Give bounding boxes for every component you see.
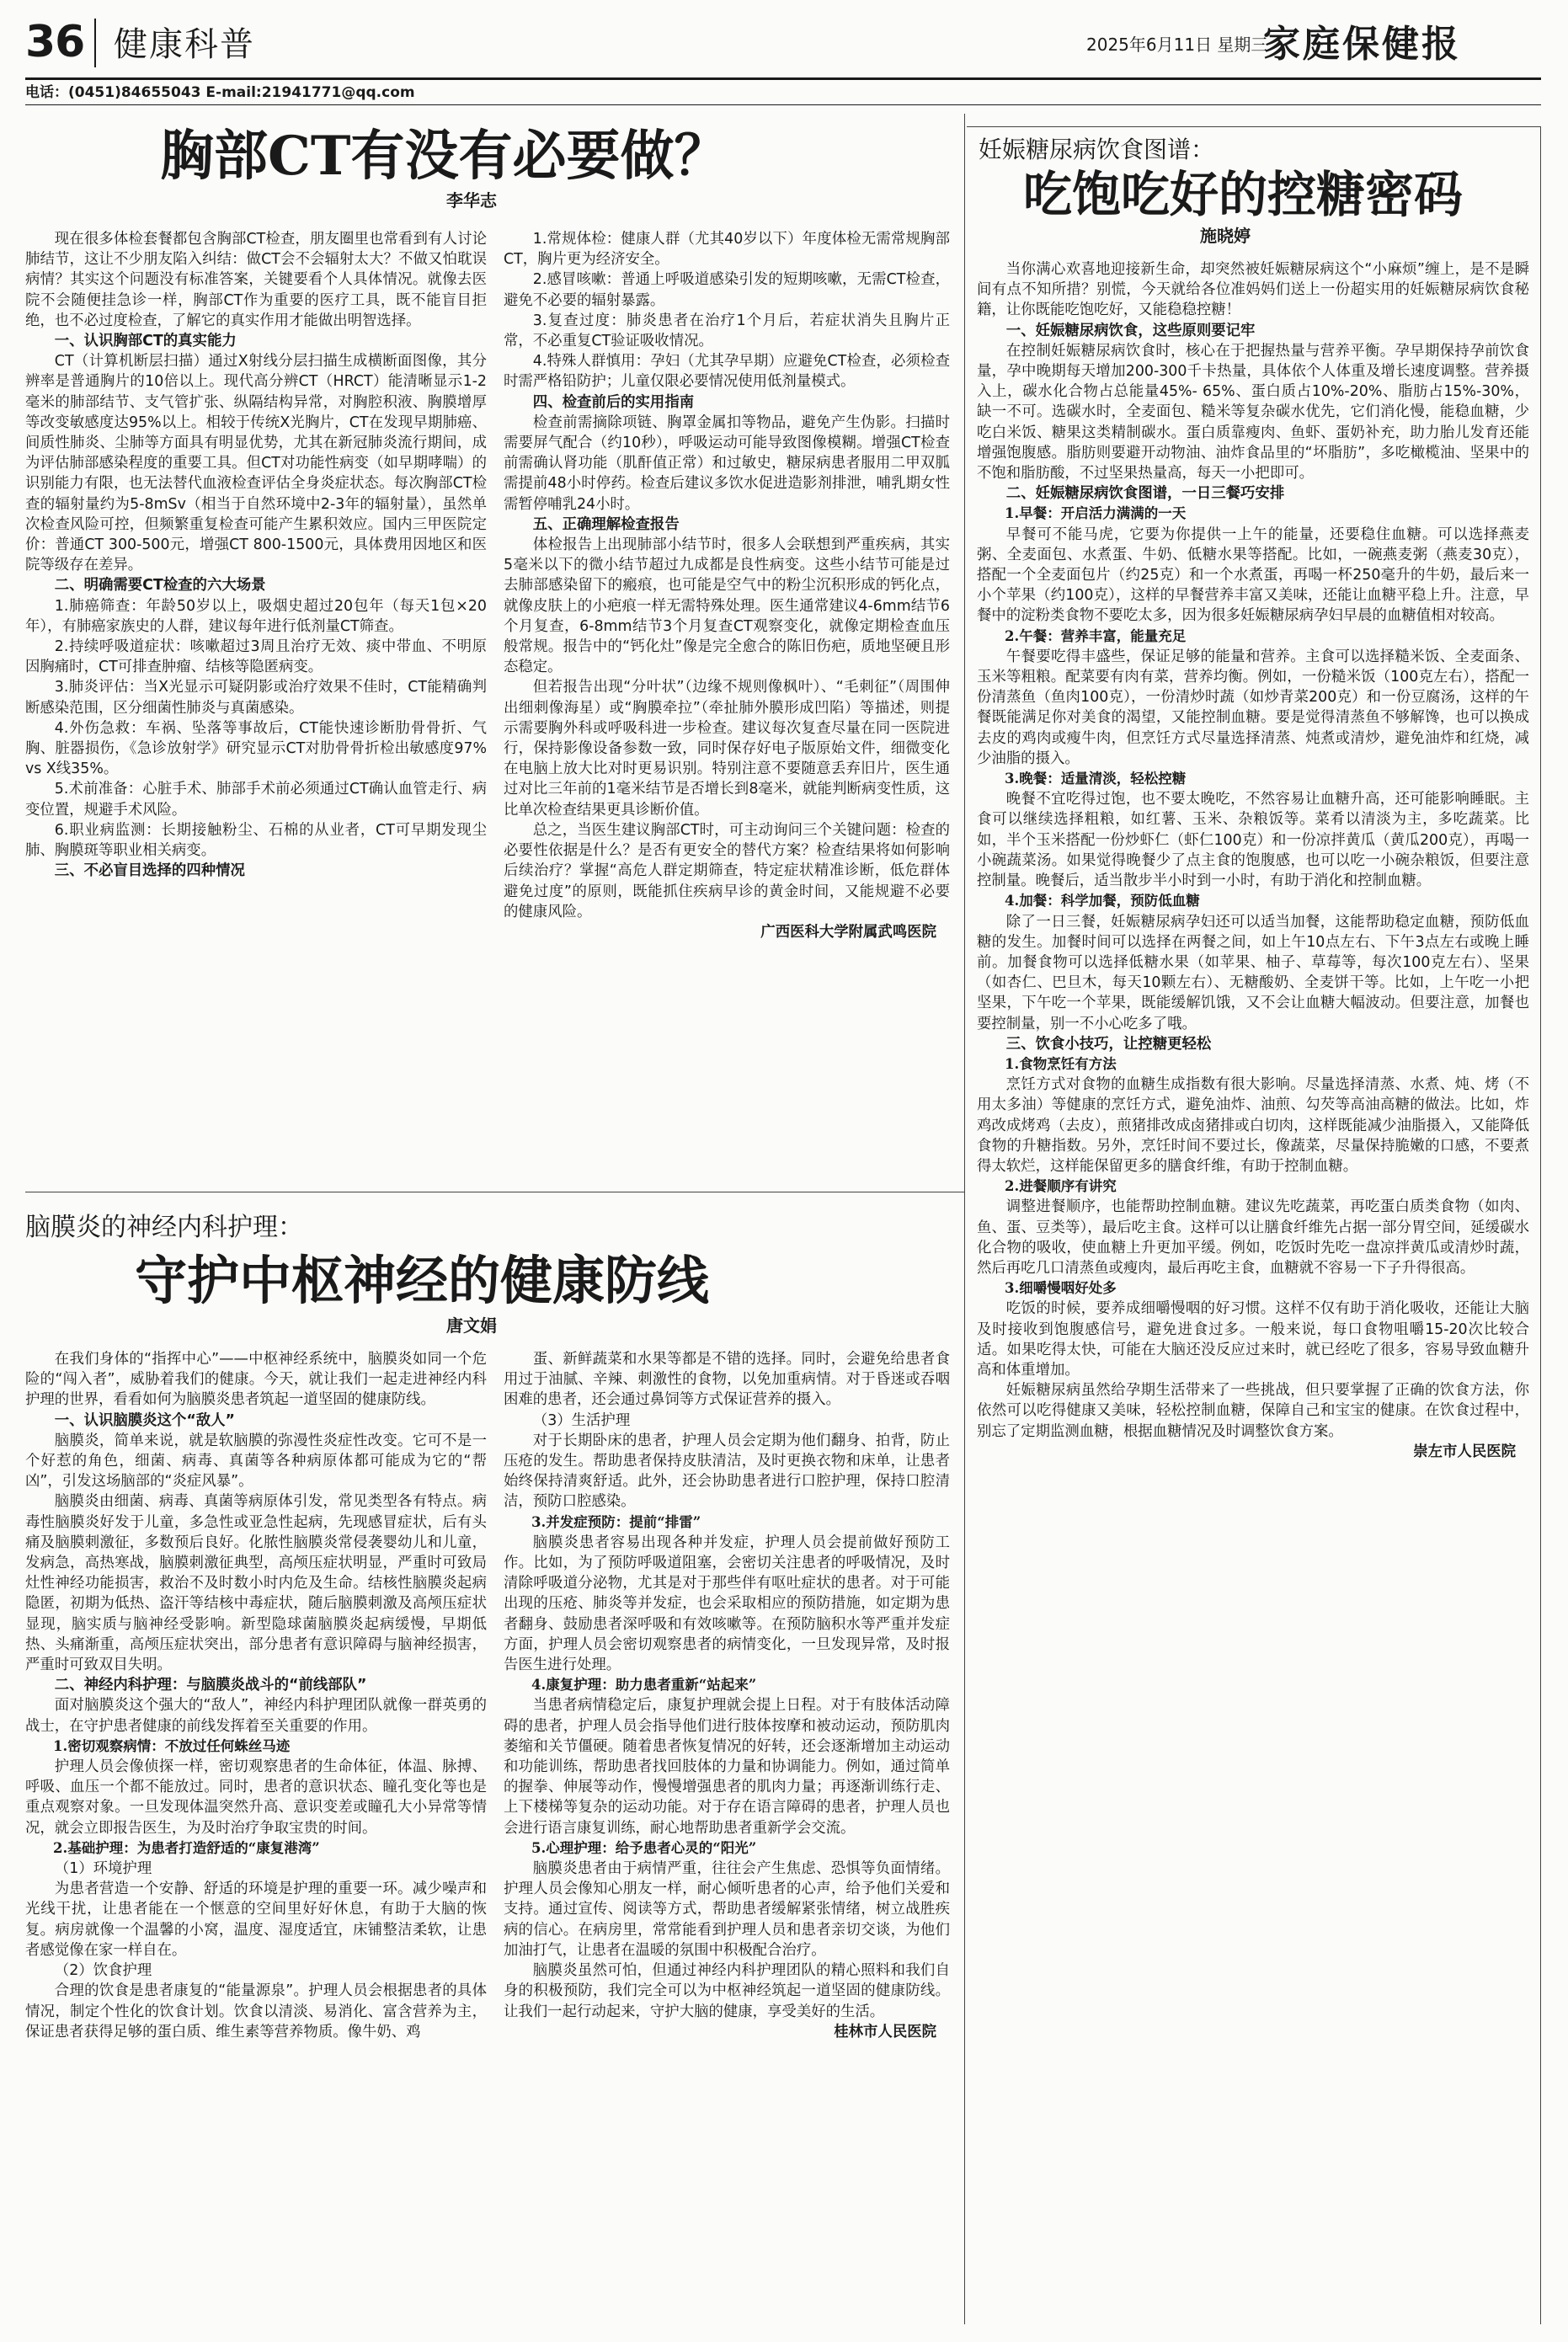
paragraph: 为患者营造一个安静、舒适的环境是护理的重要一环。减少噪声和光线干扰，让患者能在一个惬意的空间里好好休息，有助于大脑的恢复。病房就像一个温馨的小窝，温度、湿度适宜，床铺整洁柔软，让患者感觉像在家一样自在。 bbox=[25, 1881, 487, 1959]
article-author: 李华志 bbox=[446, 190, 497, 211]
paragraph: 3.肺炎评估：当X光显示可疑阴影或治疗效果不佳时，CT能精确判断感染范围，区分细菌性肺炎与真菌感染。 bbox=[25, 679, 487, 717]
article-kicker: 妊娠糖尿病饮食图谱： bbox=[979, 136, 1215, 163]
section-heading: 二、神经内科护理：与脑膜炎战斗的“前线部队” bbox=[54, 1677, 367, 1694]
paragraph: 面对脑膜炎这个强大的“敌人”，神经内科护理团队就像一群英勇的战士，在守护患者健康的前线发挥着至关重要的作用。 bbox=[25, 1697, 487, 1735]
paragraph: 烹饪方式对食物的血糖生成指数有很大影响。尽量选择清蒸、水煮、炖、烤（不用太多油）等健康的烹饪方式，避免油炸、油煎、勾芡等高油高糖的做法。比如，炸鸡改成烤鸡（去皮），煎猪排改成卤猪排或白切肉，这样既能减少油脂摄入，又能降低食物的升糖指数。另外，烹饪时间不要过长，像蔬菜，尽量保持脆嫩的口感，不要煮得太软烂，这样能保留更多的膳食纤维，有助于控制血糖。 bbox=[977, 1076, 1529, 1175]
paragraph: 合理的饮食是患者康复的“能量源泉”。护理人员会根据患者的具体情况，制定个性化的饮食计划。饮食以清淡、易消化、富含营养为主，保证患者获得足够的蛋白质、维生素等营养物质。像牛奶、鸡 bbox=[25, 1982, 487, 2041]
section-heading: 一、认识脑膜炎这个“敌人” bbox=[54, 1411, 235, 1429]
article-author: 施晓婷 bbox=[1200, 226, 1251, 246]
section-heading: 三、不必盲目选择的四种情况 bbox=[54, 862, 245, 880]
paragraph: 3.复查过度：肺炎患者在治疗1个月后，若症状消失且胸片正常，不必重复CT验证吸收情况。 bbox=[504, 312, 950, 350]
paragraph: 4.特殊人群慎用：孕妇（尤其孕早期）应避免CT检查，必须检查时需严格铅防护；儿童仅限必要情况使用低剂量模式。 bbox=[504, 353, 950, 391]
paragraph: 调整进餐顺序，也能帮助控制血糖。建议先吃蔬菜，再吃蛋白质类食物（如肉、鱼、蛋、豆类等），最后吃主食。这样可以让膳食纤维先占据一部分胃空间，延缓碳水化合物的吸收，使血糖上升更加平缓。例如，吃饭时先吃一盘凉拌黄瓜或清炒时蔬，然后再吃几口清蒸鱼或瘦肉，最后再吃主食，血糖就不容易一下子升得很高。 bbox=[977, 1198, 1529, 1277]
paragraph: 脑膜炎由细菌、病毒、真菌等病原体引发，常见类型各有特点。病毒性脑膜炎好发于儿童，多急性或亚急性起病，先现感冒症状，后有头痛及脑膜刺激征，多数预后良好。化脓性脑膜炎常侵袭婴幼儿和儿童，发病急，高热寒战，脑膜刺激征典型，高颅压症状明显，严重时可致局灶性神经功能损害，救治不及时数小时内危及生命。结核性脑膜炎起病隐匿，初期为低热、盗汗等结核中毒症状，随后脑膜刺激及高颅压症状显现，脑实质与脑神经受影响。新型隐球菌脑膜炎起病缓慢，早期低热、头痛渐重，高颅压症状突出，部分患者有意识障碍与脑神经损害，严重时可致双目失明。 bbox=[25, 1493, 487, 1674]
subheading: 4.康复护理：助力患者重新“站起来” bbox=[531, 1677, 757, 1694]
box-right-rule bbox=[1540, 126, 1541, 2324]
paragraph: 午餐要吃得丰盛些，保证足够的能量和营养。主食可以选择糙米饭、全麦面条、玉米等粗粮。配菜要有肉有菜，营养均衡。例如，一份糙米饭（100克左右），搭配一份清蒸鱼（鱼肉100克），一份清炒时蔬（如炒青菜200克）和一份豆腐汤，这样的午餐既能满足你对美食的渴望，又能控制血糖。要是觉得清蒸鱼不够解馋，也可以换成去皮的鸡肉或瘦牛肉，但烹饪方式尽量选择清蒸、炖煮或清炒，避免油炸和红烧，减少油脂的摄入。 bbox=[977, 648, 1529, 767]
paragraph: 在控制妊娠糖尿病饮食时，核心在于把握热量与营养平衡。孕早期保持孕前饮食量，孕中晚期每天增加200-300千卡热量，具体依个人体重及增长速度调整。营养摄入上，碳水化合物占总能量45%- 65%、蛋白质占10%-20%、脂肪占15%-30%，缺一不可。选碳水时，全麦面包、糙米等复杂碳水优先，它们消化慢，能稳血糖，少吃白米饭、糖果这类精制碳水。蛋白质靠瘦肉、鱼虾、蛋奶补充，助力胎儿发育还能增强饱腹感。脂肪则要避开动物油、油炸食品里的“坏脂肪”，多吃橄榄油、坚果中的不饱和脂肪酸，不过坚果热量高，每天一小把即可。 bbox=[977, 342, 1529, 483]
subheading: 3.细嚼慢咽好处多 bbox=[1005, 1280, 1117, 1297]
paragraph: 吃饭的时候，要养成细嚼慢咽的好习惯。这样不仅有助于消化吸收，还能让大脑及时接收到饱腹感信号，避免进食过多。一般来说，每口食物咀嚼15-20次比较合适。如果吃得太快，可能在大脑还没反应过来时，就已经吃了很多，容易导致血糖升高和体重增加。 bbox=[977, 1300, 1529, 1379]
subheading: 1.早餐：开启活力满满的一天 bbox=[1005, 505, 1187, 522]
subheading: 3.晚餐：适量清淡，轻松控糖 bbox=[1005, 771, 1187, 787]
paragraph: （2）饮食护理 bbox=[54, 1962, 152, 1980]
paragraph: 早餐可不能马虎，它要为你提供一上午的能量，还要稳住血糖。可以选择燕麦粥、全麦面包、水煮蛋、牛奶、低糖水果等搭配。比如，一碗燕麦粥（燕麦30克），搭配一个全麦面包片（约25克）和一个水煮蛋，再喝一杯250毫升的牛奶，最后来一小个苹果（约100克），这样的早餐营养丰富又美味，还能让血糖平稳上升。注意，早餐中的淀粉类食物不要吃太多，因为很多妊娠糖尿病孕妇早晨的血糖值相对较高。 bbox=[977, 525, 1529, 625]
paragraph: （1）环境护理 bbox=[54, 1860, 152, 1878]
section-title: 健康科普 bbox=[114, 25, 255, 64]
paragraph: （3）生活护理 bbox=[532, 1411, 631, 1429]
article-kicker: 脑膜炎的神经内科护理： bbox=[25, 1213, 303, 1242]
section-heading: 五、正确理解检查报告 bbox=[532, 515, 680, 533]
subheading: 2.基础护理：为患者打造舒适的“康复港湾” bbox=[53, 1839, 320, 1856]
masthead-rule-thin bbox=[25, 104, 1541, 105]
paragraph: 对于长期卧床的患者，护理人员会定期为他们翻身、拍背，防止压疮的发生。帮助患者保持皮肤清洁，及时更换衣物和床单，让患者始终保持清爽舒适。此外，还会协助患者进行口腔护理，保持口腔清洁，预防口腔感染。 bbox=[504, 1432, 950, 1511]
paragraph: 护理人员会像侦探一样，密切观察患者的生命体征，体温、脉搏、呼吸、血压一个都不能放过。同时，患者的意识状态、瞳孔变化等也是重点观察对象。一旦发现体温突然升高、意识变差或瞳孔大小异常等情况，就会立即报告医生，为及时治疗争取宝贵的时间。 bbox=[25, 1758, 487, 1837]
article-column-2 bbox=[504, 1349, 950, 2318]
paragraph: 1.肺癌筛查：年龄50岁以上，吸烟史超过20包年（每天1包×20年），有肺癌家族史的人群，建议每年进行低剂量CT筛查。 bbox=[25, 597, 487, 635]
paragraph: 脑膜炎患者容易出现各种并发症，护理人员会提前做好预防工作。比如，为了预防呼吸道阻塞，会密切关注患者的呼吸情况，及时清除呼吸道分泌物，尤其是对于那些伴有呕吐症状的患者。对于可能出现的压疮、肺炎等并发症，也会采取相应的预防措施，如定期为患者翻身、鼓励患者深呼吸和有效咳嗽等。在预防脑积水等严重并发症方面，护理人员会密切观察患者的病情变化，一旦发现异常，及时报告医生进行处理。 bbox=[504, 1534, 950, 1674]
section-heading: 一、认识胸部CT的真实能力 bbox=[54, 333, 237, 350]
byline-institution: 桂林市人民医院 bbox=[834, 2023, 936, 2041]
subheading: 2.进餐顺序有讲究 bbox=[1005, 1178, 1117, 1195]
paragraph: 当你满心欢喜地迎接新生命，却突然被妊娠糖尿病这个“小麻烦”缠上，是不是瞬间有点不知所措？别慌，今天就给各位准妈妈们送上一份超实用的妊娠糖尿病饮食秘籍，让你既能吃饱吃好，又能稳稳控糖！ bbox=[977, 261, 1529, 319]
paragraph: 蛋、新鲜蔬菜和水果等都是不错的选择。同时，会避免给患者食用过于油腻、辛辣、刺激性的食物，以免加重病情。对于昏迷或吞咽困难的患者，还会通过鼻饲等方式保证营养的摄入。 bbox=[504, 1351, 950, 1409]
subheading: 4.加餐：科学加餐，预防低血糖 bbox=[1005, 893, 1200, 910]
box-top-rule bbox=[967, 126, 1541, 127]
article-title: 胸部CT有没有必要做？ bbox=[160, 125, 728, 188]
paragraph: 5.术前准备：心脏手术、肺部手术前必须通过CT确认血管走行、病变位置，规避手术风险。 bbox=[25, 781, 487, 819]
article-title: 守护中枢神经的健康防线 bbox=[135, 1250, 710, 1311]
paragraph: 脑膜炎，简单来说，就是软脑膜的弥漫性炎症性改变。它可不是一个好惹的角色，细菌、病毒、真菌等各种病原体都可能成为它的“帮凶”，引发这场脑部的“炎症风暴”。 bbox=[25, 1432, 487, 1491]
subheading: 2.午餐：营养丰富，能量充足 bbox=[1005, 627, 1187, 644]
paragraph: 检查前需摘除项链、胸罩金属扣等物品，避免产生伪影。扫描时需要屏气配合（约10秒），呼吸运动可能导致图像模糊。增强CT检查前需确认肾功能（肌酐值正常）和过敏史，糖尿病患者服用二甲双胍需提前48小时停药。检查后建议多饮水促进造影剂排泄，哺乳期女性需暂停哺乳24小时。 bbox=[504, 413, 950, 513]
section-heading: 二、明确需要CT检查的六大场景 bbox=[54, 577, 266, 595]
paragraph: 在我们身体的“指挥中心”——中枢神经系统中，脑膜炎如同一个危险的“闯入者”，威胁着我们的健康。今天，就让我们一起走进神经内科护理的世界，看看如何为脑膜炎患者筑起一道坚固的健康防线。 bbox=[25, 1351, 487, 1409]
section-heading: 二、妊娠糖尿病饮食图谱，一日三餐巧安排 bbox=[1005, 485, 1285, 503]
paragraph: 但若报告出现“分叶状”（边缘不规则像枫叶）、“毛刺征”（周围伸出细刺像海星）或“胸膜牵拉”（牵扯肺外膜形成凹陷）等描述，则提示需要胸外科或呼吸科进一步检查。建议每次复查尽量在同一医院进行，保持影像设备参数一致，同时保存好电子版原始文件，细微变化在电脑上放大比对时更易识别。特别注意不要随意丢弃旧片，医生通过对比三年前的1毫米结节是否增长到8毫米，就能判断病变性质，这比单次检查结果更具诊断价值。 bbox=[504, 679, 950, 819]
article-title: 吃饱吃好的控糖密码 bbox=[1023, 166, 1464, 223]
article-column-1 bbox=[25, 229, 487, 1235]
subheading: 3.并发症预防：提前“排雷” bbox=[531, 1513, 701, 1530]
section-heading: 一、妊娠糖尿病饮食，这些原则要记牢 bbox=[1005, 322, 1256, 339]
paragraph: CT（计算机断层扫描）通过X射线分层扫描生成横断面图像，其分辨率是普通胸片的10倍以上。现代高分辨CT（HRCT）能清晰显示1-2毫米的肺部结节、支气管扩张、纵隔结构异常，对胸腔积液、胸膜增厚等改变敏感度达95%以上。相较于传统X光胸片，CT在发现早期肺癌、间质性肺炎、尘肺等方面具有明显优势，尤其在新冠肺炎流行期间，成为评估肺部感染程度的重要工具。但CT对功能性病变（如早期哮喘）的识别能力有限，也无法替代血液检查评估全身炎症状态。每次胸部CT检查的辐射量约为5-8mSv（相当于自然环境中2-3年的辐射量），虽然单次检查风险可控，但频繁重复检查可能产生累积效应。国内三甲医院定价：普通CT 300-500元，增强CT 800-1500元，具体费用因地区和医院等级存在差异。 bbox=[25, 353, 487, 574]
paragraph: 2.持续呼吸道症状：咳嗽超过3周且治疗无效、痰中带血、不明原因胸痛时，CT可排查肿瘤、结核等隐匿病变。 bbox=[25, 638, 487, 676]
paragraph: 6.职业病监测：长期接触粉尘、石棉的从业者，CT可早期发现尘肺、胸膜斑等职业相关病变。 bbox=[25, 821, 487, 860]
paragraph: 妊娠糖尿病虽然给孕期生活带来了一些挑战，但只要掌握了正确的饮食方法，你依然可以吃得健康又美味，轻松控制血糖，保障自己和宝宝的健康。在饮食过程中，别忘了定期监测血糖，根据血糖情况及时调整饮食方案。 bbox=[977, 1382, 1529, 1440]
subheading: 5.心理护理：给予患者心灵的“阳光” bbox=[531, 1839, 757, 1856]
article-column-2 bbox=[504, 229, 950, 1181]
section-heading: 四、检查前后的实用指南 bbox=[532, 393, 695, 411]
newspaper-name: 家庭保健报 bbox=[1263, 23, 1461, 66]
paragraph: 晚餐不宜吃得过饱，也不要太晚吃，不然容易让血糖升高，还可能影响睡眠。主食可以继续选择粗粮，如红薯、玉米、杂粮饭等。菜肴以清淡为主，多吃蔬菜。比如，半个玉米搭配一份炒虾仁（虾仁100克）和一份凉拌黄瓜（黄瓜200克），再喝一小碗蔬菜汤。如果觉得晚餐少了点主食的饱腹感，也可以吃一小碗杂粮饭，但要注意控制量。晚餐后，适当散步半小时到一小时，有助于消化和控制血糖。 bbox=[977, 791, 1529, 890]
publication-date: 2025年6月11日 星期三 bbox=[1086, 35, 1268, 55]
paragraph: 脑膜炎虽然可怕，但通过神经内科护理团队的精心照料和我们自身的积极预防，我们完全可以为中枢神经筑起一道坚固的健康防线。让我们一起行动起来，守护大脑的健康，享受美好的生活。 bbox=[504, 1962, 950, 2020]
paragraph: 脑膜炎患者由于病情严重，往往会产生焦虑、恐惧等负面情绪。护理人员会像知心朋友一样，耐心倾听患者的心声，给予他们关爱和支持。通过宣传、阅读等方式，帮助患者缓解紧张情绪，树立战胜疾病的信心。在病房里，常常能看到护理人员和患者亲切交谈，为他们加油打气，让患者在温暖的氛围中积极配合治疗。 bbox=[504, 1860, 950, 1959]
page-number: 36 bbox=[25, 17, 85, 67]
masthead bbox=[0, 0, 1568, 101]
paragraph: 4.外伤急救：车祸、坠落等事故后，CT能快速诊断肋骨骨折、气胸、脏器损伤，《急诊放射学》研究显示CT对肋骨骨折检出敏感度97% vs X线35%。 bbox=[25, 719, 487, 778]
article-column-1 bbox=[25, 1349, 487, 2318]
paragraph: 现在很多体检套餐都包含胸部CT检查，朋友圈里也常看到有人讨论肺结节，这让不少朋友陷入纠结：做CT会不会辐射太大？不做又怕耽误病情？其实这个问题没有标准答案，关键要看个人具体情况。就像去医院不会随便挂急诊一样，胸部CT作为重要的医疗工具，既不能盲目拒绝，也不必过度检查，了解它的真实作用才能做出明智选择。 bbox=[25, 231, 487, 329]
paragraph: 1.常规体检：健康人群（尤其40岁以下）年度体检无需常规胸部CT，胸片更为经济安全。 bbox=[504, 231, 950, 269]
paragraph: 当患者病情稳定后，康复护理就会提上日程。对于有肢体活动障碍的患者，护理人员会指导他们进行肢体按摩和被动运动，预防肌肉萎缩和关节僵硬。随着患者恢复情况的好转，还会逐渐增加主动运动和功能训练，帮助患者找回肢体的力量和协调能力。例如，通过简单的握拳、伸展等动作，慢慢增强患者的肌肉力量；再逐渐训练行走、上下楼梯等复杂的运动功能。对于存在语言障碍的患者，护理人员也会进行语言康复训练，耐心地帮助患者重新学会交流。 bbox=[504, 1697, 950, 1837]
article-column bbox=[977, 259, 1529, 2316]
paragraph: 总之，当医生建议胸部CT时，可主动询问三个关键问题：检查的必要性依据是什么？是否有更安全的替代方案？检查结果将如何影响后续治疗？掌握“高危人群定期筛查，特定症状精准诊断，低危群体避免过度”的原则，既能抓住疾病早诊的黄金时间，又能规避不必要的健康风险。 bbox=[504, 821, 950, 920]
subheading: 1.食物烹饪有方法 bbox=[1005, 1055, 1117, 1072]
article-author: 唐文娟 bbox=[446, 1315, 497, 1336]
byline-institution: 广西医科大学附属武鸣医院 bbox=[760, 923, 936, 941]
paragraph: 体检报告上出现肺部小结节时，很多人会联想到严重疾病，其实5毫米以下的微小结节超过九成都是良性病变。这些小结节可能是过去肺部感染留下的瘢痕，也可能是空气中的粉尘沉积形成的钙化点，就像皮肤上的小疤痕一样无需特殊处理。医生通常建议4-6mm结节6个月复查，6-8mm结节3个月复查CT观察变化，就像定期检查血压般常规。报告中的“钙化灶”像是完全愈合的陈旧伤疤，质地坚硬且形态稳定。 bbox=[504, 536, 950, 676]
section-heading: 三、饮食小技巧，让控糖更轻松 bbox=[1005, 1035, 1212, 1053]
masthead-rule bbox=[25, 77, 1541, 80]
page-number-divider bbox=[94, 19, 96, 67]
contact-info: 电话：(0451)84655043 E-mail:21941771@qq.com bbox=[25, 84, 415, 101]
column-divider bbox=[964, 114, 965, 2324]
paragraph: 2.感冒咳嗽：普通上呼吸道感染引发的短期咳嗽，无需CT检查，避免不必要的辐射暴露。 bbox=[504, 271, 950, 309]
paragraph: 除了一日三餐，妊娠糖尿病孕妇还可以适当加餐，这能帮助稳定血糖，预防低血糖的发生。加餐时间可以选择在两餐之间，如上午10点左右、下午3点左右或晚上睡前。加餐食物可以选择低糖水果（如苹果、柚子、草莓等，每次100克左右）、坚果（如杏仁、巴旦木，每天10颗左右）、无糖酸奶、全麦饼干等。比如，上午吃一小把坚果，下午吃一个苹果，既能缓解饥饿，又不会让血糖大幅波动。但要注意，加餐也要控制量，别一不小心吃多了哦。 bbox=[977, 913, 1529, 1032]
byline-institution: 崇左市人民医院 bbox=[1413, 1443, 1516, 1460]
subheading: 1.密切观察病情：不放过任何蛛丝马迹 bbox=[53, 1737, 291, 1754]
